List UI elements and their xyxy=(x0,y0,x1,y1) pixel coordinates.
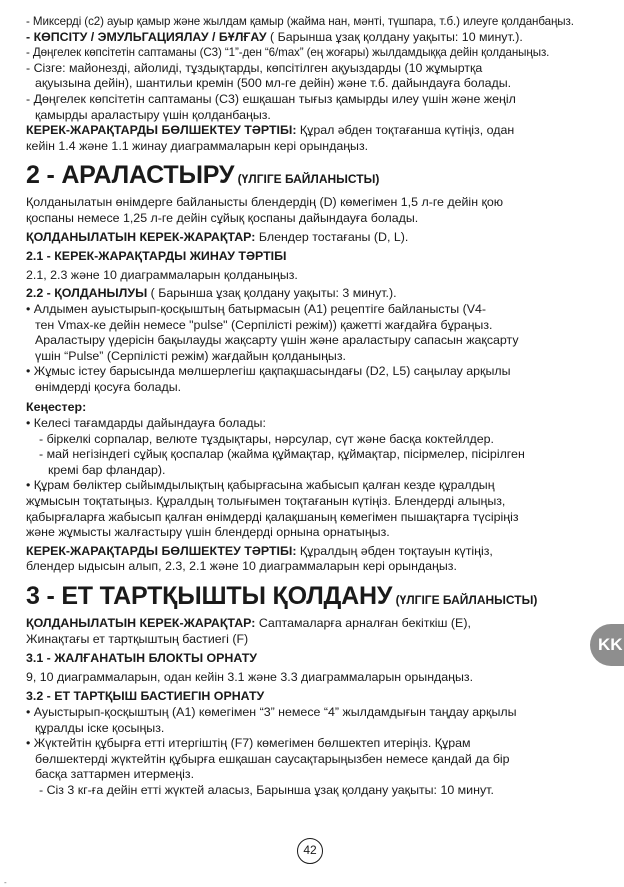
section-2-2-bullet-2-line-1: • Жұмыс істеу барысында мөлшерлегіш қақпақшасындағы (D2, L5) саңылау арқылы xyxy=(26,364,511,379)
section-2-2-heading xyxy=(26,286,598,302)
tips-item-3-line-4: және жұмысты жалғастыру үшін блендерді орнына орнатыңыз. xyxy=(26,525,390,540)
tips-item-3-line-3: қабырғаларға жабысып қалған өнімдерді қалақшаның көмегімен пышақтарға түсіріңіз xyxy=(26,509,519,524)
tips-item-2-line-2: кремі бар фландар). xyxy=(48,462,166,477)
section-2-title-note: (ҮЛГІГЕ БАЙЛАНЫСТЫ) xyxy=(234,172,380,187)
corner-mark: - xyxy=(4,878,7,887)
section-3-accessories xyxy=(26,616,598,632)
section-3-2-note: - Сіз 3 кг-ға дейін етті жүктей аласыз, Барынша ұзақ қолдану уақыты: 10 минут. xyxy=(39,782,494,797)
section-2-title: 2 - АРАЛАСТЫРУ xyxy=(26,161,235,190)
section-2-1-title: 2.1 - КЕРЕК-ЖАРАҚТАРДЫ ЖИНАУ ТӘРТІБІ xyxy=(26,249,287,264)
whisk-uses-line-1: - Сізге: майонезді, айолиді, тұздықтарды, көпсітілген ақуыздарды (10 жұмыртқа xyxy=(26,60,483,75)
section-2-accessories xyxy=(26,230,598,246)
whisk-uses-line-2: ақуызына дейін), шантильи кремін (500 мл-ге дейін) және т.б. дайындауға болады. xyxy=(35,76,512,91)
section-3-2-title: 3.2 - ЕТ ТАРТҚЫШ БАСТИЕГІН ОРНАТУ xyxy=(26,689,265,704)
whisk-bowl-line-2: қамырды араластыру үшін қолданбаңыз. xyxy=(35,107,271,122)
section-3-accessories-value: Саптамаларға арналған бекіткіш (Е), xyxy=(255,616,471,630)
intro-disassembly-text: Құрал әбден тоқтағанша күтіңіз, одан xyxy=(296,123,515,138)
section-2-accessories-value: Блендер тостағаны (D, L). xyxy=(255,229,409,244)
section-3-heading xyxy=(26,581,598,615)
section-2-disassembly-label: КЕРЕК-ЖАРАҚТАРДЫ БӨЛШЕКТЕУ ТӘРТІБІ: xyxy=(26,543,297,558)
tips-item-2-line-1: - май негізіндегі сұйық қоспалар (жайма құймақтар, құймақтар, пісірмелер, пісірілген xyxy=(39,447,525,462)
section-3-accessories-line-2: Жинақтағы ет тартқыштың бастиегі (F) xyxy=(26,631,249,646)
section-3-accessories-label: ҚОЛДАНЫЛАТЫН КЕРЕК-ЖАРАҚТАР: xyxy=(26,616,256,630)
intro-disassembly-line-1 xyxy=(26,123,598,139)
section-2-1-text: 2.1, 2.3 және 10 диаграммаларын қолданыңыз. xyxy=(26,267,298,282)
section-2-2-bullet-2-line-2: өнімдерді қосуға болады. xyxy=(35,379,182,394)
section-3-2-bullet-1-line-1: • Ауыстырып-қосқыштың (А1) көмегімен “3” немесе “4” жылдамдығын таңдау арқылы xyxy=(26,704,517,719)
section-3-2-bullet-1-line-2: құралды іске қосыңыз. xyxy=(35,720,165,735)
tips-item-1: - біркелкі сорпалар, велюте тұздықтары, нәрсулар, сүт және басқа коктейлдер. xyxy=(39,431,494,446)
section-2-2-title: 2.2 - ҚОЛДАНЫЛУЫ xyxy=(26,286,148,301)
manual-page xyxy=(26,14,598,799)
section-3-1-text: 9, 10 диаграммаларын, одан кейін 3.1 және 3.3 диаграммаларын орындаңыз. xyxy=(26,669,474,684)
intro-disassembly-line-2: кейін 1.4 және 1.1 жинау диаграммаларын кері орындаңыз. xyxy=(26,138,369,153)
section-3-title: 3 - ЕТ ТАРТҚЫШТЫ ҚОЛДАНУ xyxy=(26,582,393,610)
emulsify-heading xyxy=(26,30,598,46)
page-number: 42 xyxy=(297,838,323,864)
section-2-desc-1: Қолданылатын өнімдерге байланысты блендердің (D) көмегімен 1,5 л-ге дейін қою xyxy=(26,195,504,210)
section-2-disassembly-line-1 xyxy=(26,544,598,560)
language-tab-kk: KK xyxy=(590,624,624,666)
section-3-2-bullet-2-line-2: бөлшектерді жүктейтін құбырға ешқашан саусақтарыңызбен немесе қандай да бір xyxy=(35,751,510,766)
section-2-disassembly-line-2: блендер ыдысын алып, 2.3, 2.1 және 10 диаграммаларын кері орындаңыз. xyxy=(26,559,457,574)
intro-disassembly-label: КЕРЕК-ЖАРАҚТАРДЫ БӨЛШЕКТЕУ ТӘРТІБІ: xyxy=(26,123,297,138)
section-2-heading xyxy=(26,160,598,194)
emulsify-note: ( Барынша ұзақ қолдану уақыты: 10 минут.). xyxy=(266,29,523,44)
tips-intro: • Келесі тағамдарды дайындауға болады: xyxy=(26,416,266,431)
section-2-2-bullet-1-line-2: тен Vmax-ке дейін немесе "pulse" (Серпілісті режім)) қажетті жағдайға бұраңыз. xyxy=(35,317,493,332)
section-2-2-bullet-1-line-1: • Алдымен ауыстырып-қосқыштың батырмасын (А1) рецептіге байланысты (V4- xyxy=(26,301,487,316)
tips-title: Кеңестер: xyxy=(26,400,87,415)
section-2-2-bullet-1-line-4: үшін “Pulse” (Серпілісті режім) жағдайын қолданыңыз. xyxy=(35,348,346,363)
section-2-disassembly-text: Құралдың әбден тоқтауын күтіңіз, xyxy=(296,543,493,558)
section-3-title-note: (ҮЛГІГЕ БАЙЛАНЫСТЫ) xyxy=(392,593,538,607)
whisk-bowl-line-1: - Дөңгелек көпсітетін саптаманы (С3) ешқашан тығыз қамырды илеу үшін және жеңіл xyxy=(26,91,516,106)
tips-item-3-line-2: жұмысын тоқтатыңыз. Құралдың толығымен тоқтағанын күтіңіз. Блендерді алыңыз, xyxy=(26,494,506,509)
section-3-2-bullet-2-line-3: басқа заттармен итермеңіз. xyxy=(35,767,195,782)
section-3-1-title: 3.1 - ЖАЛҒАНАТЫН БЛОКТЫ ОРНАТУ xyxy=(26,651,257,666)
section-2-2-note: ( Барынша ұзақ қолдану уақыты: 3 минут.). xyxy=(147,286,397,301)
whisk-speed-line: - Дөңгелек көпсітетін саптаманы (С3) “1”-ден “6/max” (ең жоғары) жылдамдыққа дейін қолданыңыз. xyxy=(26,46,550,60)
section-2-2-bullet-1-line-3: Араластыру үдерісін бақылауды жақсарту үшін және араластыру сапасын жақсарту xyxy=(35,333,519,348)
mixer-warning: - Миксерді (с2) ауыр қамыр және жылдам қамыр (жайма нан, мәнті, түшпара, т.б.) илеуге қолданбаңыз. xyxy=(26,15,574,28)
section-2-desc-2: қоспаны немесе 1,25 л-ге дейін сұйық қоспаны дайындауға болады. xyxy=(26,210,419,225)
section-2-accessories-label: ҚОЛДАНЫЛАТЫН КЕРЕК-ЖАРАҚТАР: xyxy=(26,229,256,244)
emulsify-title: - КӨПСІТУ / ЭМУЛЬГАЦИЯЛАУ / БҰЛҒАУ xyxy=(26,29,267,44)
tips-item-3-line-1: • Құрам бөліктер сыйымдылықтың қабырғасына жабысып қалған кезде құралдың xyxy=(26,478,495,493)
section-3-2-bullet-2-line-1: • Жүктейтін құбырға етті итергіштің (F7) көмегімен бөлшектеп итеріңіз. Құрам xyxy=(26,736,471,751)
